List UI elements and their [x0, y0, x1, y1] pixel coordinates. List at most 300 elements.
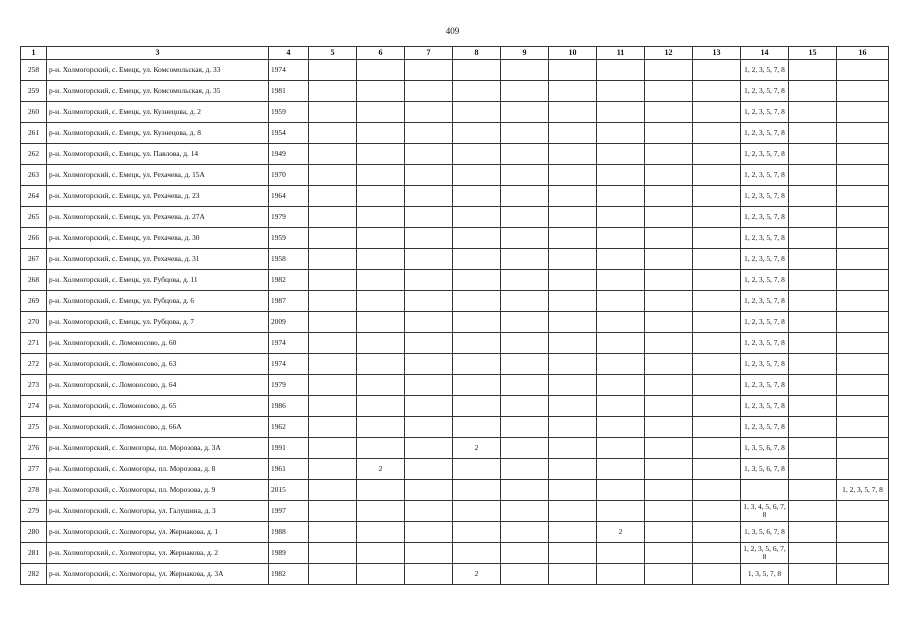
- col-9-cell: [501, 459, 549, 480]
- col-13-cell: [693, 522, 741, 543]
- col-9-cell: [501, 438, 549, 459]
- year-cell: 1974: [269, 60, 309, 81]
- col-6-cell: [357, 354, 405, 375]
- col-8-cell: [453, 228, 501, 249]
- address-cell: р-н. Холмогорский, с. Холмогоры, ул. Жернакова, д. 2: [47, 543, 269, 564]
- col-10-cell: [549, 417, 597, 438]
- table-row: [21, 81, 889, 102]
- col-10-cell: [549, 102, 597, 123]
- col-7-cell: [405, 396, 453, 417]
- col-6-cell: [357, 312, 405, 333]
- column-header: 6: [357, 47, 405, 60]
- col-16-cell: [837, 438, 889, 459]
- col-9-cell: [501, 123, 549, 144]
- address-cell: р-н. Холмогорский, с. Ломоносово, д. 66А: [47, 417, 269, 438]
- address-cell: р-н. Холмогорский, с. Холмогоры, ул. Галушина, д. 3: [47, 501, 269, 522]
- col-10-cell: [549, 312, 597, 333]
- col-16-cell: [837, 522, 889, 543]
- col-10-cell: [549, 81, 597, 102]
- col-14-cell: 1, 2, 3, 5, 7, 8: [741, 186, 789, 207]
- col-5-cell: [309, 123, 357, 144]
- col-14-cell: 1, 3, 4, 5, 6, 7, 8: [741, 501, 789, 522]
- col-5-cell: [309, 333, 357, 354]
- row-number-cell: 265: [21, 207, 47, 228]
- col-12-cell: [645, 438, 693, 459]
- year-cell: 1959: [269, 228, 309, 249]
- table-body: [21, 60, 889, 585]
- col-9-cell: [501, 144, 549, 165]
- col-14-cell: 1, 2, 3, 5, 7, 8: [741, 396, 789, 417]
- col-14-cell: 1, 2, 3, 5, 7, 8: [741, 417, 789, 438]
- column-header: 16: [837, 47, 889, 60]
- col-8-cell: [453, 354, 501, 375]
- col-14-cell: 1, 2, 3, 5, 6, 7, 8: [741, 543, 789, 564]
- col-8-cell: [453, 396, 501, 417]
- col-5-cell: [309, 354, 357, 375]
- col-16-cell: [837, 228, 889, 249]
- col-9-cell: [501, 417, 549, 438]
- address-cell: р-н. Холмогорский, с. Емецк, ул. Комсомольская, д. 33: [47, 60, 269, 81]
- col-9-cell: [501, 81, 549, 102]
- column-header: 10: [549, 47, 597, 60]
- col-8-cell: [453, 543, 501, 564]
- col-8-cell: [453, 81, 501, 102]
- col-5-cell: [309, 375, 357, 396]
- col-10-cell: [549, 564, 597, 585]
- row-number-cell: 266: [21, 228, 47, 249]
- col-9-cell: [501, 291, 549, 312]
- col-9-cell: [501, 522, 549, 543]
- col-9-cell: [501, 228, 549, 249]
- col-6-cell: [357, 543, 405, 564]
- col-16-cell: [837, 81, 889, 102]
- col-6-cell: 2: [357, 459, 405, 480]
- col-10-cell: [549, 165, 597, 186]
- col-16-cell: [837, 354, 889, 375]
- col-5-cell: [309, 564, 357, 585]
- col-10-cell: [549, 144, 597, 165]
- table-row: [21, 186, 889, 207]
- table-row: [21, 270, 889, 291]
- col-16-cell: [837, 270, 889, 291]
- table-row: [21, 123, 889, 144]
- table-row: [21, 564, 889, 585]
- year-cell: 1954: [269, 123, 309, 144]
- col-6-cell: [357, 501, 405, 522]
- row-number-cell: 264: [21, 186, 47, 207]
- address-cell: р-н. Холмогорский, с. Холмогоры, пл. Морозова, д. 3А: [47, 438, 269, 459]
- col-14-cell: 1, 3, 5, 6, 7, 8: [741, 522, 789, 543]
- col-6-cell: [357, 480, 405, 501]
- year-cell: 1986: [269, 396, 309, 417]
- table-row: [21, 480, 889, 501]
- col-16-cell: [837, 165, 889, 186]
- col-11-cell: [597, 564, 645, 585]
- col-5-cell: [309, 501, 357, 522]
- col-16-cell: [837, 564, 889, 585]
- col-14-cell: 1, 2, 3, 5, 7, 8: [741, 375, 789, 396]
- col-12-cell: [645, 522, 693, 543]
- col-5-cell: [309, 165, 357, 186]
- col-5-cell: [309, 417, 357, 438]
- col-7-cell: [405, 291, 453, 312]
- col-7-cell: [405, 564, 453, 585]
- col-5-cell: [309, 186, 357, 207]
- row-number-cell: 282: [21, 564, 47, 585]
- col-11-cell: [597, 249, 645, 270]
- table-row: [21, 396, 889, 417]
- col-14-cell: 1, 2, 3, 5, 7, 8: [741, 291, 789, 312]
- col-13-cell: [693, 354, 741, 375]
- column-header: 12: [645, 47, 693, 60]
- col-8-cell: [453, 102, 501, 123]
- col-15-cell: [789, 186, 837, 207]
- column-header: 11: [597, 47, 645, 60]
- year-cell: 1982: [269, 270, 309, 291]
- address-cell: р-н. Холмогорский, с. Емецк, ул. Кузнецова, д. 8: [47, 123, 269, 144]
- address-cell: р-н. Холмогорский, с. Емецк, ул. Рехачева, д. 30: [47, 228, 269, 249]
- col-13-cell: [693, 543, 741, 564]
- col-7-cell: [405, 165, 453, 186]
- col-11-cell: [597, 312, 645, 333]
- col-5-cell: [309, 438, 357, 459]
- row-number-cell: 267: [21, 249, 47, 270]
- col-6-cell: [357, 522, 405, 543]
- col-9-cell: [501, 165, 549, 186]
- col-14-cell: 1, 2, 3, 5, 7, 8: [741, 165, 789, 186]
- col-16-cell: [837, 417, 889, 438]
- col-14-cell: 1, 2, 3, 5, 7, 8: [741, 60, 789, 81]
- col-13-cell: [693, 60, 741, 81]
- col-15-cell: [789, 522, 837, 543]
- col-5-cell: [309, 312, 357, 333]
- column-header: 9: [501, 47, 549, 60]
- col-13-cell: [693, 291, 741, 312]
- column-header: 14: [741, 47, 789, 60]
- col-8-cell: [453, 312, 501, 333]
- address-cell: р-н. Холмогорский, с. Холмогоры, пл. Морозова, д. 9: [47, 480, 269, 501]
- table-row: [21, 459, 889, 480]
- col-15-cell: [789, 312, 837, 333]
- year-cell: 1949: [269, 144, 309, 165]
- col-6-cell: [357, 270, 405, 291]
- address-cell: р-н. Холмогорский, с. Холмогоры, пл. Морозова, д. 8: [47, 459, 269, 480]
- address-cell: р-н. Холмогорский, с. Холмогоры, ул. Жернакова, д. 3А: [47, 564, 269, 585]
- column-header: 15: [789, 47, 837, 60]
- col-14-cell: 1, 3, 5, 6, 7, 8: [741, 459, 789, 480]
- col-11-cell: [597, 291, 645, 312]
- col-6-cell: [357, 333, 405, 354]
- col-7-cell: [405, 207, 453, 228]
- col-13-cell: [693, 459, 741, 480]
- col-10-cell: [549, 60, 597, 81]
- col-12-cell: [645, 60, 693, 81]
- table-row: [21, 144, 889, 165]
- col-11-cell: [597, 501, 645, 522]
- col-13-cell: [693, 81, 741, 102]
- row-number-cell: 260: [21, 102, 47, 123]
- column-header: 7: [405, 47, 453, 60]
- col-16-cell: [837, 249, 889, 270]
- row-number-cell: 258: [21, 60, 47, 81]
- col-15-cell: [789, 144, 837, 165]
- col-13-cell: [693, 564, 741, 585]
- col-6-cell: [357, 102, 405, 123]
- col-9-cell: [501, 501, 549, 522]
- row-number-cell: 263: [21, 165, 47, 186]
- year-cell: 1987: [269, 291, 309, 312]
- col-6-cell: [357, 165, 405, 186]
- col-10-cell: [549, 249, 597, 270]
- col-10-cell: [549, 333, 597, 354]
- col-11-cell: [597, 480, 645, 501]
- col-5-cell: [309, 144, 357, 165]
- col-6-cell: [357, 186, 405, 207]
- col-12-cell: [645, 165, 693, 186]
- address-cell: р-н. Холмогорский, с. Ломоносово, д. 65: [47, 396, 269, 417]
- col-12-cell: [645, 228, 693, 249]
- col-11-cell: [597, 207, 645, 228]
- year-cell: 1997: [269, 501, 309, 522]
- year-cell: 1979: [269, 207, 309, 228]
- col-15-cell: [789, 165, 837, 186]
- col-14-cell: 1, 2, 3, 5, 7, 8: [741, 333, 789, 354]
- header-row: [21, 47, 889, 60]
- col-8-cell: [453, 144, 501, 165]
- table-row: [21, 543, 889, 564]
- col-16-cell: [837, 186, 889, 207]
- col-15-cell: [789, 354, 837, 375]
- row-number-cell: 271: [21, 333, 47, 354]
- col-15-cell: [789, 228, 837, 249]
- col-7-cell: [405, 459, 453, 480]
- col-12-cell: [645, 207, 693, 228]
- col-12-cell: [645, 459, 693, 480]
- col-14-cell: 1, 2, 3, 5, 7, 8: [741, 123, 789, 144]
- row-number-cell: 278: [21, 480, 47, 501]
- col-5-cell: [309, 102, 357, 123]
- col-16-cell: [837, 501, 889, 522]
- col-10-cell: [549, 123, 597, 144]
- col-7-cell: [405, 375, 453, 396]
- row-number-cell: 262: [21, 144, 47, 165]
- col-7-cell: [405, 102, 453, 123]
- row-number-cell: 269: [21, 291, 47, 312]
- col-16-cell: [837, 375, 889, 396]
- col-8-cell: [453, 333, 501, 354]
- col-10-cell: [549, 375, 597, 396]
- col-16-cell: [837, 144, 889, 165]
- col-8-cell: [453, 123, 501, 144]
- col-15-cell: [789, 396, 837, 417]
- address-cell: р-н. Холмогорский, с. Емецк, ул. Рубцова, д. 11: [47, 270, 269, 291]
- table-row: [21, 333, 889, 354]
- col-16-cell: [837, 396, 889, 417]
- col-14-cell: 1, 2, 3, 5, 7, 8: [741, 81, 789, 102]
- row-number-cell: 272: [21, 354, 47, 375]
- col-16-cell: [837, 333, 889, 354]
- col-7-cell: [405, 123, 453, 144]
- row-number-cell: 270: [21, 312, 47, 333]
- col-11-cell: [597, 438, 645, 459]
- col-13-cell: [693, 396, 741, 417]
- col-11-cell: 2: [597, 522, 645, 543]
- year-cell: 1962: [269, 417, 309, 438]
- table-row: [21, 291, 889, 312]
- address-cell: р-н. Холмогорский, с. Емецк, ул. Рубцова, д. 7: [47, 312, 269, 333]
- col-10-cell: [549, 480, 597, 501]
- col-6-cell: [357, 396, 405, 417]
- col-12-cell: [645, 312, 693, 333]
- col-8-cell: [453, 375, 501, 396]
- col-12-cell: [645, 333, 693, 354]
- col-10-cell: [549, 228, 597, 249]
- col-8-cell: [453, 249, 501, 270]
- col-14-cell: 1, 2, 3, 5, 7, 8: [741, 207, 789, 228]
- col-13-cell: [693, 333, 741, 354]
- table-row: [21, 417, 889, 438]
- col-5-cell: [309, 249, 357, 270]
- col-11-cell: [597, 417, 645, 438]
- col-5-cell: [309, 459, 357, 480]
- col-7-cell: [405, 81, 453, 102]
- column-header: 3: [47, 47, 269, 60]
- col-13-cell: [693, 228, 741, 249]
- address-cell: р-н. Холмогорский, с. Ломоносово, д. 63: [47, 354, 269, 375]
- col-5-cell: [309, 228, 357, 249]
- col-6-cell: [357, 417, 405, 438]
- col-14-cell: 1, 2, 3, 5, 7, 8: [741, 144, 789, 165]
- col-9-cell: [501, 543, 549, 564]
- col-5-cell: [309, 396, 357, 417]
- col-12-cell: [645, 354, 693, 375]
- address-cell: р-н. Холмогорский, с. Ломоносово, д. 64: [47, 375, 269, 396]
- column-header: 5: [309, 47, 357, 60]
- address-cell: р-н. Холмогорский, с. Емецк, ул. Рехачева, д. 27А: [47, 207, 269, 228]
- col-9-cell: [501, 396, 549, 417]
- col-12-cell: [645, 102, 693, 123]
- col-14-cell: 1, 2, 3, 5, 7, 8: [741, 312, 789, 333]
- col-9-cell: [501, 564, 549, 585]
- col-6-cell: [357, 81, 405, 102]
- col-13-cell: [693, 480, 741, 501]
- col-8-cell: [453, 270, 501, 291]
- col-12-cell: [645, 81, 693, 102]
- col-13-cell: [693, 438, 741, 459]
- col-9-cell: [501, 270, 549, 291]
- address-cell: р-н. Холмогорский, с. Емецк, ул. Рехачева, д. 15А: [47, 165, 269, 186]
- col-13-cell: [693, 207, 741, 228]
- table-row: [21, 249, 889, 270]
- col-11-cell: [597, 81, 645, 102]
- table-row: [21, 102, 889, 123]
- col-14-cell: 1, 3, 5, 7, 8: [741, 564, 789, 585]
- col-13-cell: [693, 270, 741, 291]
- col-9-cell: [501, 333, 549, 354]
- col-13-cell: [693, 249, 741, 270]
- row-number-cell: 274: [21, 396, 47, 417]
- col-7-cell: [405, 543, 453, 564]
- col-12-cell: [645, 144, 693, 165]
- col-7-cell: [405, 249, 453, 270]
- col-5-cell: [309, 480, 357, 501]
- column-header: 8: [453, 47, 501, 60]
- col-9-cell: [501, 354, 549, 375]
- address-cell: р-н. Холмогорский, с. Холмогоры, ул. Жернакова, д. 1: [47, 522, 269, 543]
- col-9-cell: [501, 102, 549, 123]
- col-14-cell: 1, 2, 3, 5, 7, 8: [741, 228, 789, 249]
- col-11-cell: [597, 186, 645, 207]
- col-15-cell: [789, 438, 837, 459]
- col-8-cell: [453, 480, 501, 501]
- col-16-cell: [837, 312, 889, 333]
- table-row: [21, 375, 889, 396]
- col-13-cell: [693, 375, 741, 396]
- year-cell: 1988: [269, 522, 309, 543]
- col-8-cell: [453, 60, 501, 81]
- col-16-cell: [837, 543, 889, 564]
- col-7-cell: [405, 501, 453, 522]
- col-5-cell: [309, 291, 357, 312]
- col-7-cell: [405, 522, 453, 543]
- col-5-cell: [309, 60, 357, 81]
- col-16-cell: [837, 291, 889, 312]
- col-5-cell: [309, 543, 357, 564]
- table-row: [21, 501, 889, 522]
- col-15-cell: [789, 501, 837, 522]
- col-13-cell: [693, 312, 741, 333]
- col-12-cell: [645, 543, 693, 564]
- col-6-cell: [357, 375, 405, 396]
- col-14-cell: 1, 2, 3, 5, 7, 8: [741, 249, 789, 270]
- year-cell: 2009: [269, 312, 309, 333]
- year-cell: 1981: [269, 81, 309, 102]
- year-cell: 1989: [269, 543, 309, 564]
- column-header: 4: [269, 47, 309, 60]
- address-cell: р-н. Холмогорский, с. Ломоносово, д. 60: [47, 333, 269, 354]
- col-6-cell: [357, 564, 405, 585]
- col-8-cell: [453, 165, 501, 186]
- col-9-cell: [501, 480, 549, 501]
- address-cell: р-н. Холмогорский, с. Емецк, ул. Рехачева, д. 23: [47, 186, 269, 207]
- col-15-cell: [789, 333, 837, 354]
- year-cell: 1959: [269, 102, 309, 123]
- col-14-cell: 1, 2, 3, 5, 7, 8: [741, 354, 789, 375]
- housing-registry-table: [20, 46, 889, 585]
- col-6-cell: [357, 438, 405, 459]
- row-number-cell: 261: [21, 123, 47, 144]
- table-row: [21, 207, 889, 228]
- row-number-cell: 273: [21, 375, 47, 396]
- col-10-cell: [549, 543, 597, 564]
- table-row: [21, 60, 889, 81]
- year-cell: 1970: [269, 165, 309, 186]
- col-11-cell: [597, 333, 645, 354]
- col-11-cell: [597, 102, 645, 123]
- col-5-cell: [309, 522, 357, 543]
- col-9-cell: [501, 207, 549, 228]
- address-cell: р-н. Холмогорский, с. Емецк, ул. Рехачева, д. 31: [47, 249, 269, 270]
- col-15-cell: [789, 564, 837, 585]
- column-header: 1: [21, 47, 47, 60]
- row-number-cell: 275: [21, 417, 47, 438]
- row-number-cell: 277: [21, 459, 47, 480]
- col-16-cell: [837, 459, 889, 480]
- col-16-cell: [837, 207, 889, 228]
- col-14-cell: 1, 3, 5, 6, 7, 8: [741, 438, 789, 459]
- row-number-cell: 281: [21, 543, 47, 564]
- col-7-cell: [405, 228, 453, 249]
